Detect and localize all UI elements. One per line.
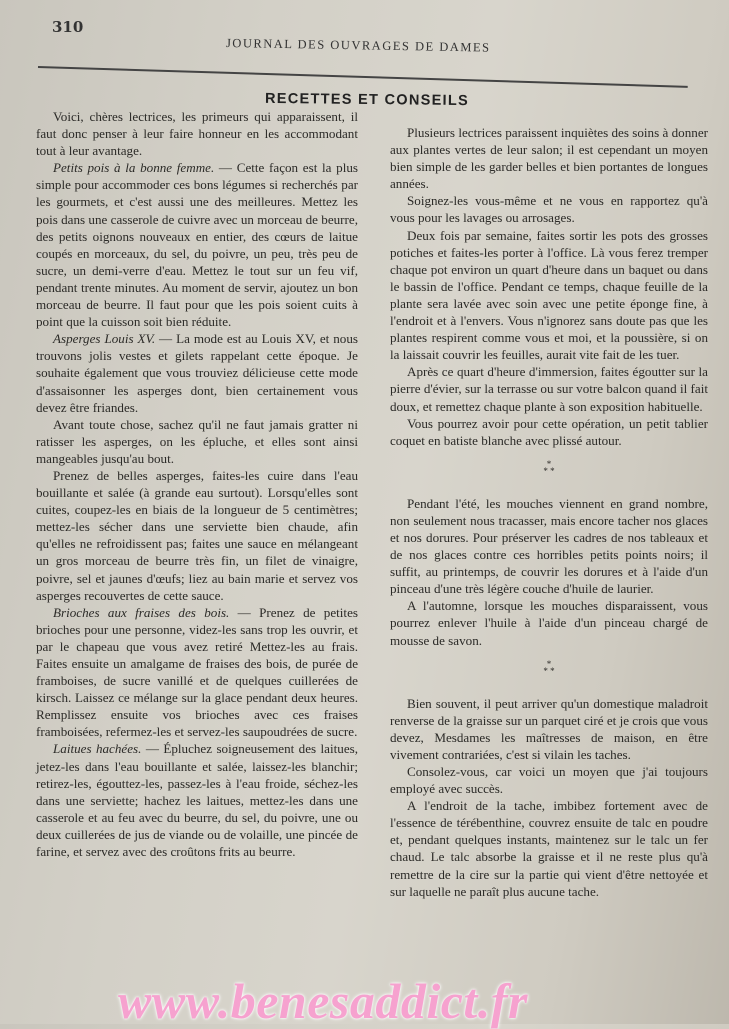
paragraph: Bien souvent, il peut arriver qu'un domestique maladroit renverse de la graisse sur un parquet ciré et je crois que vous devez, Mesdames les maîtresses de maison, en être vivement contrariées, c'est si vilain les taches. — [390, 695, 708, 762]
paragraph-text: Avant toute chose, sachez qu'il ne faut jamais gratter ni ratisser les asperges, on les épluche, et elles sont ainsi mangeables jusqu'au bout. — [36, 416, 358, 466]
recipe-heading: Petits pois à la bonne femme. — [53, 160, 215, 176]
paragraph-text: Voici, chères lectrices, les primeurs qui apparaissent, il faut donc penser à leur faire honneur en les accommodant tout à leur avantage. — [36, 109, 358, 159]
paragraph: Après ce quart d'heure d'immersion, faites égoutter sur la pierre d'évier, sur la terrasse ou sur votre balcon quand il fait doux, et remettez chaque plante à son exposition habituelle. — [390, 364, 708, 414]
paragraph: A l'automne, lorsque les mouches disparaissent, vous pourrez enlever l'huile à l'aide d'un pinceau chargé de mousse de savon. — [390, 598, 708, 648]
right-column — [390, 124, 708, 900]
star: * — [550, 665, 555, 676]
paragraph-text: — Épluchez soigneusement des laitues, jetez-les dans l'eau bouillante et salée, laissez-les blanchir; retirez-les, égouttez-les, passez-les à l'eau froide, séchez-les dans une serviette; hachez les laitues, mettez-les dans une casserole et au feu avec du beurre, du sel, du poivre, une ou deux cuillerées de jus de viande ou de volaille, une pincée de farine, et servez avec des croûtons frits au beurre. — [36, 741, 358, 860]
paragraph: Pendant l'été, les mouches viennent en grand nombre, non seulement nous tracasser, mais encore tacher nos glaces et nos dorures. Pour préserver les cadres de nos tableaux et de nos glaces contre ces horribles petits points noirs; il suffit, au printemps, de couvrir les dorures et à l'aide d'un pinceau d'une très légère couche d'huile de laurier. — [390, 495, 708, 597]
paragraph: Soignez-les vous-même et ne vous en rapportez qu'à vous pour les lavages ou arrosages. — [390, 193, 708, 226]
paragraph: A l'endroit de la tache, imbibez fortement avec de l'essence de térébenthine, couvrez ensuite de talc en poudre et, pendant quelques instants, maintenez sur le talc un fer chaud. Le talc absorbe la graisse et il ne reste plus qu'à remettre de la cire sur la partie qui vient d'être nettoyée et sur laquelle ne paraît plus aucune tache. — [390, 798, 708, 899]
left-column — [36, 108, 358, 860]
asterism-separator — [390, 458, 708, 476]
recipe-heading: Laitues hachées. — [53, 741, 142, 757]
asterism-separator — [390, 658, 708, 676]
star-pair — [390, 465, 708, 476]
star-pair — [390, 665, 708, 676]
article-title: RECETTES ET CONSEILS — [264, 90, 470, 110]
star: * — [543, 665, 548, 676]
paragraph-text: — Prenez de petites brioches pour une personne, videz-les sans trop les ouvrir, et par le chapeau que vous avez retiré Mettez-les au frais. Faites ensuite un amalgame de fraises des bois, de purée de framboises, de sucre vanillé et de quelques cuillerées de kirsch. Laissez ce mélange sur la glace pendant deux heures. Remplissez ensuite vos brioches avec ces fraises framboisées, refermez-les et servez-les saupoudrées de sucre. — [36, 604, 358, 740]
star: * — [546, 658, 552, 669]
recipe-paragraph — [36, 330, 358, 415]
paragraph: Plusieurs lectrices paraissent inquiètes des soins à donner aux plantes vertes de leur salon; il est cependant un moyen bien simple de les garder belles et bien portantes de longues années. — [390, 125, 708, 192]
paragraph — [36, 467, 358, 604]
recipe-paragraph — [36, 604, 358, 741]
recipe-paragraph — [36, 159, 358, 330]
star: * — [546, 458, 552, 469]
recipe-heading: Asperges Louis XV. — [53, 331, 156, 347]
paragraph: Consolez-vous, car voici un moyen que j'ai toujours employé avec succès. — [390, 764, 708, 797]
paragraph: Deux fois par semaine, faites sortir les pots des grosses potiches et faites-les porter à l'office. Là vous ferez tremper chaque pot environ un quart d'heure dans un baquet ou dans le bassin de l'office. Pendant ce temps, chaque feuille de la plante sera lavée avec soin avec une petite éponge fine, à l'endroit et à l'envers. Vous n'ignorez sans doute pas que les plantes respirent comme vous et moi, et la poussière, si on la laissait couvrir les feuilles, aurait vite fait de les tuer. — [390, 227, 708, 363]
page-number: 310 — [52, 18, 84, 36]
paragraph-text: — Cette façon est la plus simple pour accommoder ces bons légumes si recherchés par les gourmets, et c'est aussi une des meilleures. Mettez les pois dans une casserole de cuivre avec un morceau de beurre, des petits oignons nouveaux en entier, des cœurs de laitue coupés en morceaux, du sel, du poivre, un peu, très peu de sucre, un demi-verre d'eau. Mettez le tout sur un feu vif, pendant trente minutes. Au moment de servir, ajoutez un bon morceau de beurre. Il faut pour que les pois soient cuits à point que la cuisson soit bien réduite. — [36, 160, 358, 330]
star: * — [543, 465, 548, 476]
paragraph — [36, 416, 358, 467]
paragraph-text: — La mode est au Louis XV, et nous trouvons jolis vestes et gilets rappelant cette époque. Je souhaite également que vous trouviez délicieuse cette mode d'assaisonner les asperges dont, bien certainement vous devez être friandes. — [36, 331, 358, 415]
recipe-heading: Brioches aux fraises des bois. — [53, 604, 230, 620]
running-title: JOURNAL DES OUVRAGES DE DAMES — [225, 36, 491, 55]
watermark: www.benesaddict.fr — [118, 973, 528, 1029]
header-rule — [38, 66, 688, 88]
star: * — [550, 465, 555, 476]
paragraph: Vous pourrez avoir pour cette opération, un petit tablier coquet en batiste blanche avec plissé autour. — [390, 415, 708, 448]
paragraph-text: Prenez de belles asperges, faites-les cuire dans l'eau bouillante et salée (à grande eau surtout). Lorsqu'elles sont cuites, coupez-les en biais de la longueur de 5 centimètres; mettez-les sécher dans une serviette bien chaude, afin qu'elles ne refroidissent pas; faites une sauce en mélangeant un gros morceau de beurre très fin, un filet de vinaigre, poivre, sel et jaunes d'œufs; liez au bain marie et servez vos asperges recouvertes de cette sauce. — [36, 467, 358, 603]
paragraph — [36, 108, 358, 159]
recipe-paragraph — [36, 740, 358, 860]
